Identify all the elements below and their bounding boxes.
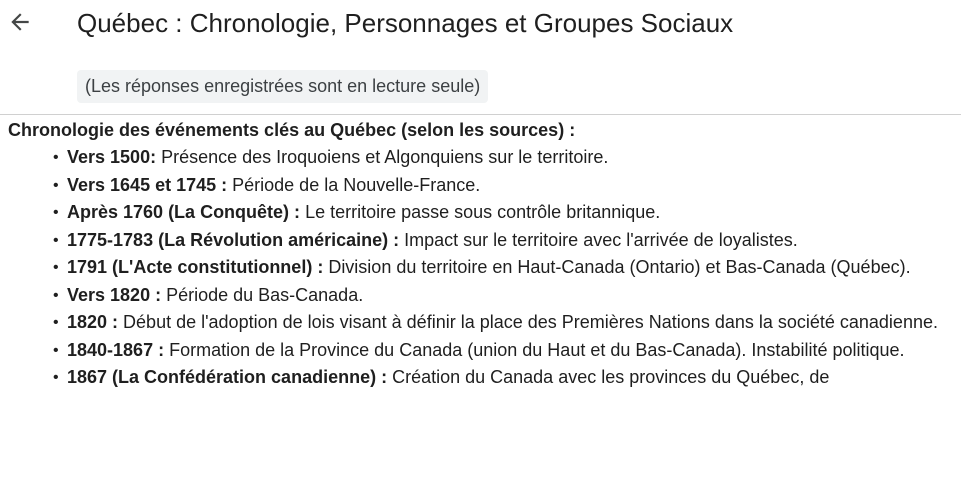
header	[0, 0, 961, 50]
event-text: Présence des Iroquoiens et Algonquiens sur le territoire.	[156, 147, 609, 167]
list-item	[67, 172, 958, 200]
event-date: Vers 1500:	[67, 147, 157, 167]
event-date: 1867 (La Confédération canadienne) :	[67, 367, 388, 387]
event-text: Formation de la Province du Canada (union du Haut et du Bas-Canada). Instabilité politique.	[164, 339, 905, 360]
event-date: 1775-1783 (La Révolution américaine) :	[67, 229, 400, 250]
response-content	[8, 117, 958, 392]
event-text: Période du Bas-Canada.	[161, 284, 364, 305]
events-list	[8, 144, 958, 392]
list-item	[67, 337, 958, 365]
list-item	[67, 282, 958, 310]
page-title: Québec : Chronologie, Personnages et Groupes Sociaux	[77, 8, 734, 38]
event-date: 1791 (L'Acte constitutionnel) :	[67, 257, 324, 277]
event-text: Création du Canada avec les provinces du Québec, de	[387, 367, 830, 387]
list-item	[67, 364, 958, 392]
event-text: Impact sur le territoire avec l'arrivée de loyalistes.	[399, 229, 798, 250]
event-date: Vers 1645 et 1745 :	[67, 174, 228, 195]
list-item	[67, 227, 958, 255]
list-item	[67, 309, 958, 337]
event-text: Période de la Nouvelle-France.	[227, 174, 481, 195]
divider	[0, 114, 961, 115]
readonly-notice: (Les réponses enregistrées sont en lecture seule)	[77, 70, 488, 103]
event-date: 1840-1867 :	[67, 339, 165, 360]
section-heading: Chronologie des événements clés au Québec (selon les sources) :	[8, 120, 576, 140]
event-text: Début de l'adoption de lois visant à définir la place des Premières Nations dans la société canadienne.	[118, 312, 938, 332]
event-date: Après 1760 (La Conquête) :	[67, 202, 301, 222]
event-date: Vers 1820 :	[67, 284, 162, 305]
list-item	[67, 254, 958, 282]
list-item	[67, 199, 958, 227]
list-item	[67, 144, 958, 172]
event-text: Le territoire passe sous contrôle britannique.	[300, 202, 661, 222]
back-button[interactable]	[4, 6, 36, 38]
event-text: Division du territoire en Haut-Canada (Ontario) et Bas-Canada (Québec).	[323, 257, 911, 277]
event-date: 1820 :	[67, 312, 119, 332]
arrow-left-icon	[7, 9, 33, 35]
